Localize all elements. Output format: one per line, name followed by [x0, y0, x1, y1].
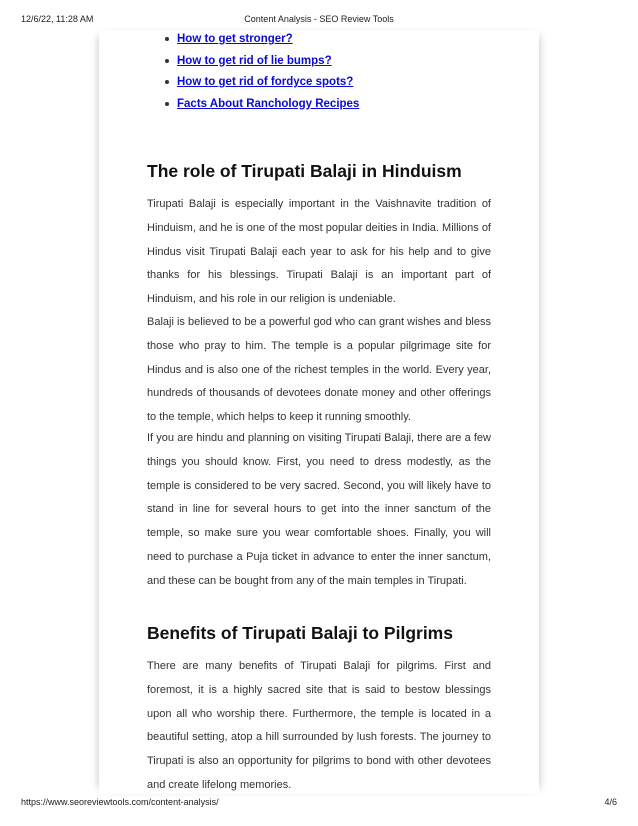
- section-heading-benefits: Benefits of Tirupati Balaji to Pilgrims: [147, 623, 453, 643]
- bullet-icon: [165, 37, 169, 41]
- paragraph: If you are hindu and planning on visiting Tirupati Balaji, there are a few things you should know. First, you need to dress modestly, as the temple is considered to be very sacred. Second, you will likely have to stand in line for several hours to get into the inner sanctum of the temple, so make sure you wear comfortable shoes. Finally, you will need to purchase a Puja ticket in advance to enter the inner sanctum, and these can be bought from any of the main temples in Tirupati.: [147, 432, 491, 587]
- link-lie-bumps[interactable]: How to get rid of lie bumps?: [177, 54, 332, 67]
- bullet-icon: [165, 102, 169, 106]
- section-heading-role: The role of Tirupati Balaji in Hinduism: [147, 161, 462, 181]
- link-how-to-get-stronger[interactable]: How to get stronger?: [177, 33, 293, 45]
- bullet-icon: [165, 80, 169, 84]
- print-page-number: 4/6: [604, 797, 617, 807]
- print-page-title: Content Analysis - SEO Review Tools: [244, 14, 394, 24]
- list-item: [165, 76, 485, 98]
- list-item: [165, 98, 485, 120]
- list-item: [165, 33, 485, 55]
- list-item: [165, 55, 485, 77]
- bullet-icon: [165, 59, 169, 63]
- print-footer: [0, 797, 638, 811]
- paragraph: Tirupati Balaji is especially important in the Vaishnavite tradition of Hinduism, and he is one of the most popular deities in India. Millions of Hindus visit Tirupati Balaji each year to ask for his help and to give thanks for his blessings. Tirupati Balaji is an important part of Hinduism, and his role in our religion is undeniable.: [147, 198, 491, 306]
- print-url: https://www.seoreviewtools.com/content-analysis/: [21, 797, 219, 807]
- link-ranchology-recipes[interactable]: Facts About Ranchology Recipes: [177, 97, 360, 110]
- related-links-list: [165, 33, 485, 119]
- print-header: [0, 14, 638, 28]
- paragraph: There are many benefits of Tirupati Balaji for pilgrims. First and foremost, it is a highly sacred site that is said to bestow blessings upon all who worship there. Furthermore, the temple is located in a beautiful setting, atop a hill surrounded by lush forests. The journey to Tirupati is also an opportunity for pilgrims to bond with other devotees and create lifelong memories.: [147, 660, 491, 791]
- article-card: [99, 30, 539, 794]
- paragraph: Balaji is believed to be a powerful god who can grant wishes and bless those who pray to him. The temple is a popular pilgrimage site for Hindus and is also one of the richest temples in the world. Every year, hundreds of thousands of devotees donate money and other offerings to the temple, which helps to keep it running smoothly.: [147, 316, 491, 424]
- link-fordyce-spots[interactable]: How to get rid of fordyce spots?: [177, 76, 354, 88]
- print-datetime: 12/6/22, 11:28 AM: [21, 14, 94, 24]
